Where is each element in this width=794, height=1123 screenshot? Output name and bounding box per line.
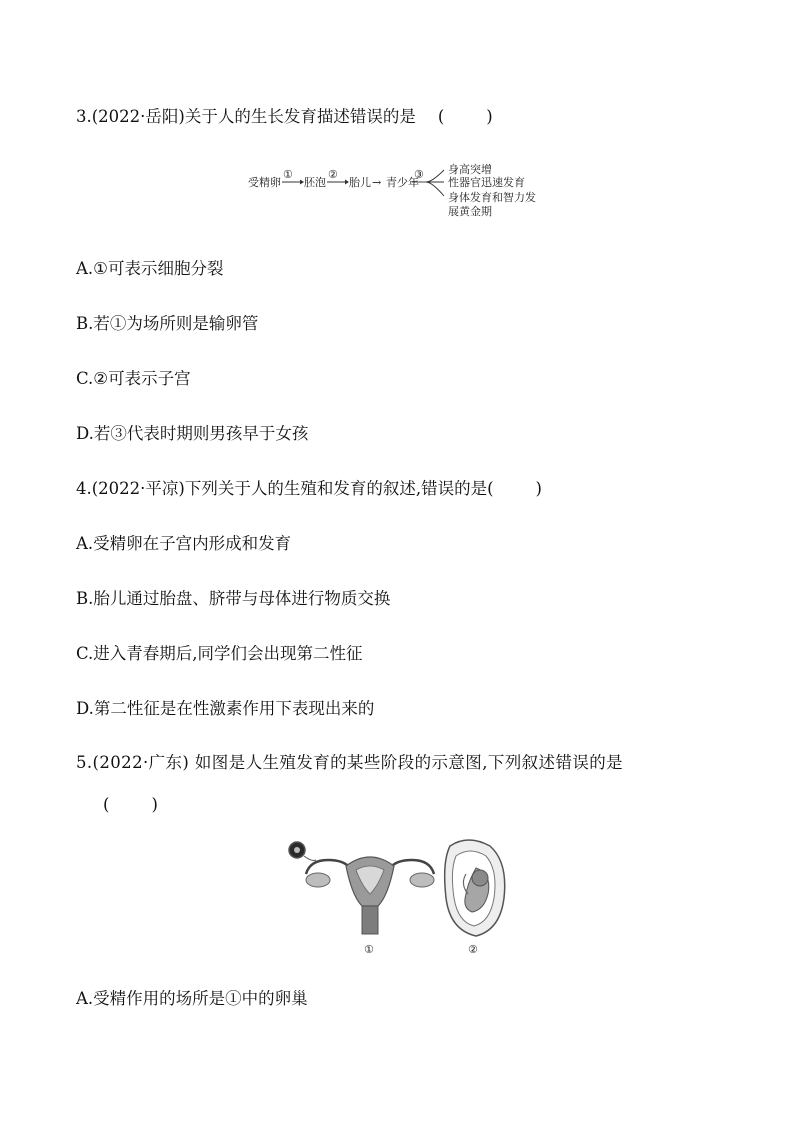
q3-stem-line: [76, 106, 493, 128]
q3-option-c: C.②可表示子宫: [76, 369, 191, 388]
flow-node-zygote: 受精卵: [248, 176, 281, 189]
flow-circled-1: ①: [283, 168, 293, 181]
flow-branch-down: [426, 182, 444, 196]
q5-paren: [103, 794, 158, 816]
flow-arrow-plain: →: [372, 176, 382, 189]
flow-node-adolescent: 青少年: [386, 176, 419, 189]
q4-option-d: D.第二性征是在性激素作用下表现出来的: [76, 699, 375, 718]
flow-branch-2: 性器官迅速发育: [448, 176, 525, 189]
flow-circled-3: ③: [414, 168, 424, 181]
uterus-illustration: [289, 842, 434, 956]
flow-branch-3a: 身体发育和智力发: [448, 191, 536, 204]
q4-option-c: C.进入青春期后,同学们会出现第二性征: [76, 644, 363, 663]
q3-option-b: B.若①为场所则是输卵管: [76, 314, 259, 333]
left-ovary: [306, 873, 330, 887]
q5-paren-close: ): [151, 795, 158, 814]
q5-stem: 5.(2022·广东) 如图是人生殖发育的某些阶段的示意图,下列叙述错误的是: [76, 753, 624, 772]
q4-paren-close: ): [535, 479, 542, 498]
flow-branch-3b: 展黄金期: [448, 205, 492, 218]
q5-figure: [282, 834, 522, 958]
fig-label-2: ②: [468, 943, 478, 956]
q3-stem: 3.(2022·岳阳)关于人的生长发育描述错误的是: [76, 107, 416, 126]
vagina: [362, 906, 378, 934]
q3-option-d: D.若③代表时期则男孩早于女孩: [76, 424, 309, 443]
q3-paren-close: ): [486, 107, 493, 126]
flow-circled-2: ②: [328, 168, 338, 181]
flow-node-fetus: 胎儿: [349, 176, 371, 189]
flow-node-blastocyst: 胚泡: [304, 176, 326, 189]
right-ovary: [410, 873, 434, 887]
q4-stem: 4.(2022·平凉)下列关于人的生殖和发育的叙述,错误的是(: [76, 479, 494, 498]
q5-paren-open: (: [103, 795, 110, 814]
fig-label-1: ①: [364, 943, 374, 956]
q4-option-b: B.胎儿通过胎盘、脐带与母体进行物质交换: [76, 589, 391, 608]
q5-option-a: A.受精作用的场所是①中的卵巢: [76, 989, 308, 1008]
flow-branch-1: 身高突增: [448, 163, 492, 176]
fetus-illustration: [445, 840, 505, 956]
q3-paren-open: (: [437, 107, 445, 126]
flow-branch-up: [426, 170, 444, 182]
q3-option-a: A.①可表示细胞分裂: [76, 259, 224, 278]
q4-stem-line: [76, 478, 542, 500]
q4-option-a: A.受精卵在子宫内形成和发育: [76, 534, 292, 553]
q3-flow-diagram: [246, 158, 556, 228]
